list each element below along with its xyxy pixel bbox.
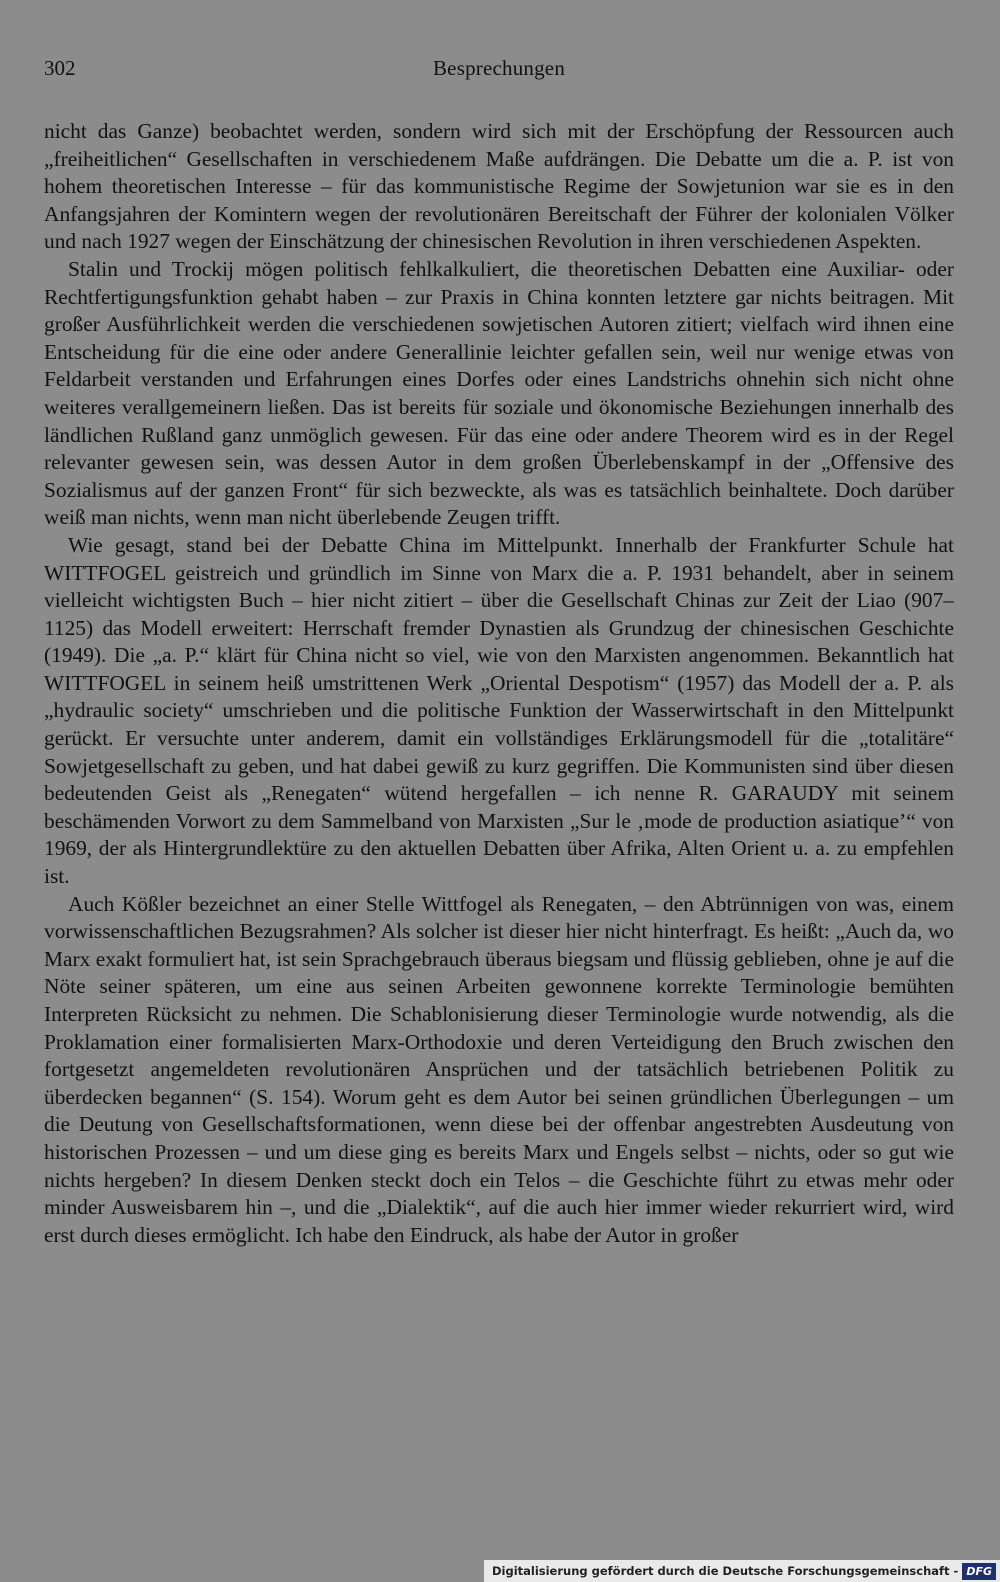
body-text [44, 118, 954, 1249]
paragraph: Stalin und Trockij mögen politisch fehlkalkuliert, die theoretischen Debatten eine Auxiliar- oder Rechtfertigungsfunktion gehabt haben – zur Praxis in China konnten letztere gar nichts beitragen. Mit großer Ausführlichkeit werden die verschiedenen sowjetischen Autoren zitiert; vielfach wird ihnen eine Entscheidung für die eine oder andere Generallinie leichter gefallen sein, weil nur wenige etwas von Feldarbeit verstanden und Erfahrungen eines Dorfes oder eines Landstrichs ohnehin sich nicht ohne weiteres verallgemeinern ließen. Das ist bereits für soziale und ökonomische Beziehungen innerhalb des ländlichen Rußland ganz unmöglich gewesen. Für das eine oder andere Theorem wird es in der Regel relevanter gewesen sein, was dessen Autor in dem großen Überlebenskampf in der „Offensive des Sozialismus auf der ganzen Front“ für sich bezweckte, als was es tatsächlich beinhaltete. Doch darüber weiß man nichts, wenn man nicht überlebende Zeugen trifft. [44, 256, 954, 530]
running-head [44, 56, 954, 86]
paragraph: Auch Kößler bezeichnet an einer Stelle Wittfogel als Renegaten, – den Abtrünnigen von was, einem vorwissenschaftlichen Bezugsrahmen? Als solcher ist dieser hier nicht hinterfragt. Es heißt: „Auch da, wo Marx exakt formuliert hat, ist sein Sprachgebrauch überaus biegsam und flüssig geblieben, ohne je auf die Nöte seiner späteren, um eine aus seinen Arbeiten gewonnene korrekte Terminologie bemühten Interpreten Rücksicht zu nehmen. Die Schablonisierung dieser Terminologie wurde notwendig, als die Proklamation einer formalisierten Marx-Orthodoxie und deren Verteidigung den Bruch zwischen den fortgesetzt angemeldeten revolutionären Ansprüchen und der tatsächlich betriebenen Politik zu überdecken begannen“ (S. 154). Worum geht es dem Autor bei seinen gründlichen Überlegungen – um die Deutung von Gesellschaftsformationen, wenn diese bei der offenbar angestrebten Ausdeutung von historischen Prozessen – und um diese ging es bereits Marx und Engels selbst – nichts, oder so gut wie nichts hergeben? In diesem Denken steckt doch ein Telos – die Geschichte führt zu etwas mehr oder minder Ausweisbarem hin –, und die „Dialektik“, auf die auch hier immer wieder rekurriert wird, wird erst durch dieses ermöglicht. Ich habe den Eindruck, als habe der Autor in großer [44, 891, 954, 1247]
paragraph: Wie gesagt, stand bei der Debatte China im Mittelpunkt. Innerhalb der Frankfurter Schule hat WITTFOGEL geistreich und gründlich im Sinne von Marx die a. P. 1931 behandelt, aber in seinem vielleicht wichtigsten Buch – hier nicht zitiert – über die Gesellschaft Chinas zur Zeit der Liao (907–1125) das Modell erweitert: Herrschaft fremder Dynastien als Grundzug der chinesischen Geschichte (1949). Die „a. P.“ klärt für China nicht so viel, wie von den Marxisten angenommen. Bekanntlich hat WITTFOGEL in seinem heiß umstrittenen Werk „Oriental Despotism“ (1957) das Modell der a. P. als „hydraulic society“ umschrieben und die politische Funktion der Wasserwirtschaft in den Mittelpunkt gerückt. Er versuchte unter anderem, damit ein vollständiges Erklärungsmodell für die „totalitäre“ Sowjetgesellschaft zu geben, und hat dabei gewiß zu kurz gegriffen. Die Kommunisten sind über diesen bedeutenden Geist als „Renegaten“ wütend hergefallen – ich nenne R. GARAUDY mit seinem beschämenden Vorwort zu dem Sammelband von Marxisten „Sur le ‚mode de production asiatique’“ von 1969, der als Hintergrundlektüre zu den aktuellen Debatten über Afrika, Alten Orient u. a. zu empfehlen ist. [44, 532, 954, 889]
digitization-footer [484, 1560, 1000, 1582]
page-number: 302 [44, 56, 76, 80]
running-title: Besprechungen [432, 56, 566, 80]
dfg-logo: DFG [962, 1563, 996, 1580]
funding-credit: Digitalisierung gefördert durch die Deutsche Forschungsgemeinschaft - [491, 1564, 959, 1578]
paragraph: nicht das Ganze) beobachtet werden, sondern wird sich mit der Erschöpfung der Ressourcen auch „freiheitlichen“ Gesellschaften in verschiedenem Maße aufdrängen. Die Debatte um die a. P. ist von hohem theoretischen Interesse – für das kommunistische Regime der Sowjetunion war sie es in den Anfangsjahren der Komintern wegen der revolutionären Bereitschaft der Führer der kolonialen Völker und nach 1927 wegen der Einschätzung der chinesischen Revolution in ihren verschiedenen Aspekten. [44, 119, 954, 254]
